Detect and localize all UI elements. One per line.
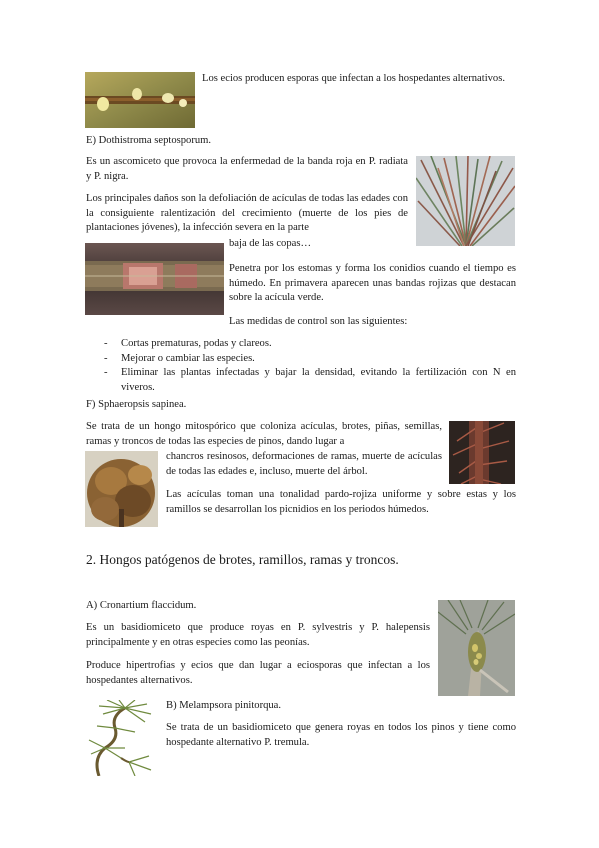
- sphaeropsis-heading: F) Sphaeropsis sapinea.: [86, 399, 187, 410]
- brown-pine-tree-photo: [85, 451, 158, 527]
- dothistroma-paragraph-2: Los principales daños son la defoliación de acículas de todas las edades con la consiguiente ralentización del crecimiento (muerte de los pies de plantaciones jóvenes), la infección severa en la parte: [86, 193, 408, 233]
- list-item: - Mejorar o cambiar las especies.: [104, 352, 255, 364]
- sphaeropsis-paragraph-2: Las acículas toman una tonalidad pardo-rojiza uniforme y sobre estas y los ramillos se desarrollan los picnidios en los periodos húmedos.: [166, 489, 516, 515]
- dothistroma-paragraph-4: Las medidas de control son las siguientes:: [229, 316, 408, 327]
- red-band-closeup-photo: [85, 243, 224, 315]
- aecia-text: Los ecios producen esporas que infectan a los hospedantes alternativos.: [202, 73, 506, 84]
- list-item: - Eliminar las plantas infectadas y bajar la densidad, evitando la fertilización con N en viveros.: [104, 367, 516, 393]
- sphaeropsis-paragraph-1-tail: chancros resinosos, deformaciones de ramas, muerte de acículas de todas las edades e, incluso, muerte del árbol.: [166, 451, 442, 477]
- dothistroma-paragraph-2-tail: baja de las copas…: [229, 238, 312, 249]
- aecia-on-needle-photo: [85, 72, 195, 128]
- blister-rust-branch-photo: [438, 600, 515, 696]
- infected-shoot-photo: [449, 421, 515, 484]
- cronartium-paragraph-2: Produce hipertrofias y ecios que dan lugar a eciosporas que infectan a los hospedantes alternativos.: [86, 660, 430, 686]
- melampsora-heading: B) Melampsora pinitorqua.: [166, 700, 282, 711]
- section-2-heading: 2. Hongos patógenos de brotes, ramillos, ramas y troncos.: [86, 552, 399, 567]
- sphaeropsis-paragraph-1: Se trata de un hongo mitospórico que coloniza acículas, brotes, piñas, semillas, ramas y troncos de todas las especies de pinos, dando lugar a: [86, 421, 442, 447]
- dothistroma-paragraph-1: Es un ascomiceto que provoca la enfermedad de la banda roja en P. radiata y P. nigra.: [86, 156, 408, 182]
- dothistroma-paragraph-3: Penetra por los estomas y forma los conidios cuando el tiempo es húmedo. En primavera aparecen unas bandas rojizas que destacan sobre la acícula verde.: [229, 263, 516, 303]
- list-item: - Cortas prematuras, podas y clareos.: [104, 338, 272, 349]
- red-band-needles-photo: [416, 156, 515, 246]
- control-measures-list: [86, 337, 516, 395]
- cronartium-heading: A) Cronartium flaccidum.: [86, 600, 197, 611]
- melampsora-paragraph-1: Se trata de un basidiomiceto que genera royas en todos los pinos y tiene como hospedante alternativo P. tremula.: [166, 722, 516, 748]
- twisted-pine-shoot-photo: [85, 700, 158, 776]
- dothistroma-heading: E) Dothistroma septosporum.: [86, 135, 212, 146]
- cronartium-paragraph-1: Es un basidiomiceto que produce royas en P. sylvestris y P. halepensis principalmente y en otras especies como las peonías.: [86, 622, 430, 648]
